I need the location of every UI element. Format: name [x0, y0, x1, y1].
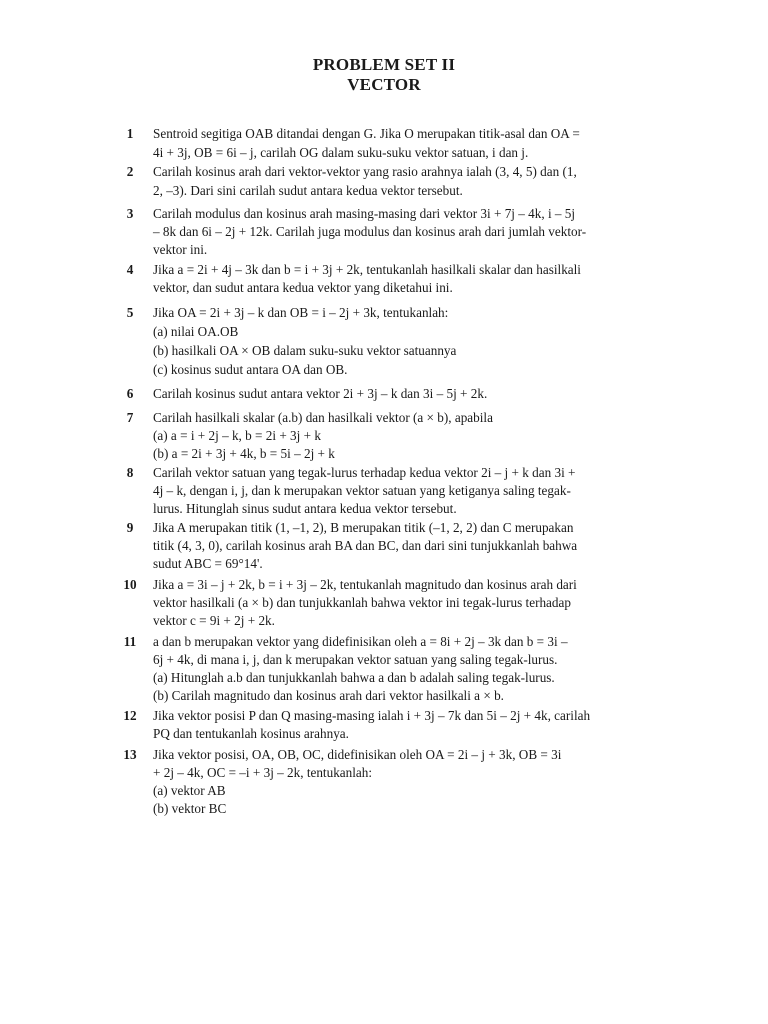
problem-number: 11 [123, 634, 137, 649]
problem-line: Carilah modulus dan kosinus arah masing-masing dari vektor 3i + 7j – 4k, i – 5j [153, 206, 576, 221]
problem-number: 6 [126, 386, 134, 401]
problem-line: vektor ini. [153, 242, 208, 257]
problem-number: 8 [126, 465, 134, 480]
problem-line: PQ dan tentukanlah kosinus arahnya. [153, 726, 349, 741]
problem-line: vektor hasilkali (a × b) dan tunjukkanlah bahwa vektor ini tegak-lurus terhadap [153, 595, 571, 610]
problem-subitem: (b) a = 2i + 3j + 4k, b = 5i – 2j + k [153, 446, 335, 461]
problem-subitem: (a) nilai OA.OB [153, 324, 239, 339]
problem-subitem: (a) vektor AB [153, 783, 226, 798]
problem-line: 2, –3). Dari sini carilah sudut antara kedua vektor tersebut. [153, 183, 463, 198]
problem-subitem: (c) kosinus sudut antara OA dan OB. [153, 362, 348, 377]
problem-number: 4 [126, 262, 134, 277]
problem-line: Carilah hasilkali skalar (a.b) dan hasilkali vektor (a × b), apabila [153, 410, 493, 425]
problem-line: sudut ABC = 69°14'. [153, 556, 263, 571]
problem-line: Carilah kosinus sudut antara vektor 2i + 3j – k dan 3i – 5j + 2k. [153, 386, 488, 401]
problem-line: 4i + 3j, OB = 6i – j, carilah OG dalam suku-suku vektor satuan, i dan j. [153, 145, 529, 160]
problem-line: Jika vektor posisi, OA, OB, OC, didefinisikan oleh OA = 2i – j + 3k, OB = 3i [153, 747, 562, 762]
problem-number: 13 [123, 747, 137, 762]
problem-line: – 8k dan 6i – 2j + 12k. Carilah juga modulus dan kosinus arah dari jumlah vektor- [153, 224, 587, 239]
problem-number: 3 [126, 206, 134, 221]
problem-line: a dan b merupakan vektor yang didefinisikan oleh a = 8i + 2j – 3k dan b = 3i – [153, 634, 568, 649]
problem-line: Carilah vektor satuan yang tegak-lurus terhadap kedua vektor 2i – j + k dan 3i + [153, 465, 576, 480]
problem-subitem: (b) hasilkali OA × OB dalam suku-suku vektor satuannya [153, 343, 457, 358]
problem-subitem: (a) Hitunglah a.b dan tunjukkanlah bahwa a dan b adalah saling tegak-lurus. [153, 670, 555, 685]
problem-number: 5 [126, 305, 134, 320]
problem-line: Jika OA = 2i + 3j – k dan OB = i – 2j + 3k, tentukanlah: [153, 305, 449, 320]
problem-line: Jika a = 2i + 4j – 3k dan b = i + 3j + 2k, tentukanlah hasilkali skalar dan hasilkali [153, 262, 581, 277]
problem-line: Carilah kosinus arah dari vektor-vektor yang rasio arahnya ialah (3, 4, 5) dan (1, [153, 164, 577, 179]
problem-line: Jika a = 3i – j + 2k, b = i + 3j – 2k, tentukanlah magnitudo dan kosinus arah dari [153, 577, 577, 592]
document-title: PROBLEM SET II [312, 55, 456, 74]
problem-line: titik (4, 3, 0), carilah kosinus arah BA dan BC, dan dari sini tunjukkanlah bahwa [153, 538, 578, 553]
problem-line: Sentroid segitiga OAB ditandai dengan G. Jika O merupakan titik-asal dan OA = [153, 126, 580, 141]
problem-line: 6j + 4k, di mana i, j, dan k merupakan vektor satuan yang saling tegak-lurus. [153, 652, 558, 667]
problem-number: 2 [126, 164, 134, 179]
problem-number: 9 [126, 520, 134, 535]
problem-line: Jika vektor posisi P dan Q masing-masing ialah i + 3j – 7k dan 5i – 2j + 4k, carilah [153, 708, 591, 723]
problem-subitem: (b) Carilah magnitudo dan kosinus arah dari vektor hasilkali a × b. [153, 688, 504, 703]
problem-line: 4j – k, dengan i, j, dan k merupakan vektor satuan yang ketiganya saling tegak- [153, 483, 571, 498]
problem-line: vektor c = 9i + 2j + 2k. [153, 613, 275, 628]
problem-number: 10 [123, 577, 137, 592]
problem-line: Jika A merupakan titik (1, –1, 2), B merupakan titik (–1, 2, 2) dan C merupakan [153, 520, 574, 535]
problem-line: vektor, dan sudut antara kedua vektor yang diketahui ini. [153, 280, 453, 295]
problem-number: 7 [126, 410, 134, 425]
problem-line: + 2j – 4k, OC = –i + 3j – 2k, tentukanlah: [153, 765, 373, 780]
problem-line: lurus. Hitunglah sinus sudut antara kedua vektor tersebut. [153, 501, 457, 516]
problem-number: 12 [123, 708, 137, 723]
problem-subitem: (b) vektor BC [153, 801, 227, 816]
problem-number: 1 [126, 126, 134, 141]
document-subtitle: VECTOR [347, 75, 421, 94]
problem-subitem: (a) a = i + 2j – k, b = 2i + 3j + k [153, 428, 321, 443]
